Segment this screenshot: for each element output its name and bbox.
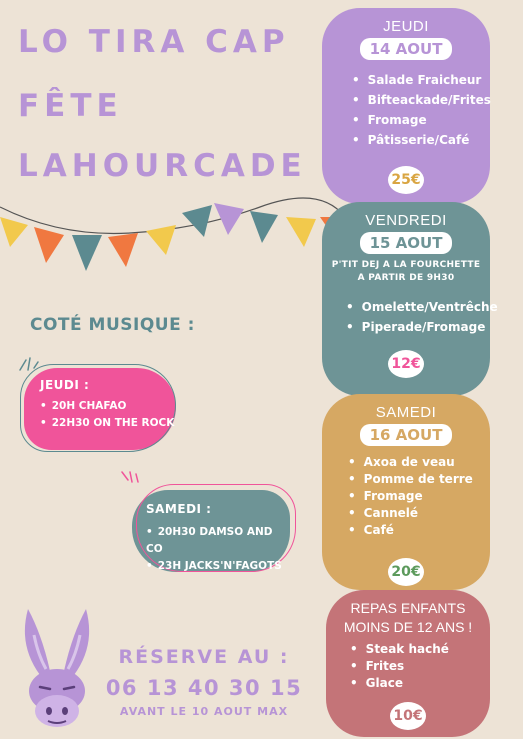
menu-note-line-2: A PARTIR DE 9H30 [357,273,455,283]
music-act: • 20H30 DAMSO AND CO [146,524,290,558]
menu-card-vendredi [322,202,498,396]
menu-item: • Fromage [348,488,490,505]
menu-item: • Pâtisserie/Café [352,130,490,150]
price-badge: 25€ [388,166,424,194]
flag [214,203,244,235]
menu-item: • Axoa de veau [348,454,490,471]
flag [72,235,102,271]
flag [182,205,212,237]
flag [286,217,316,247]
menu-item: • Frites [350,658,490,675]
title-line-2: FÊTE [18,88,123,124]
menu-item: • Cannelé [348,505,490,522]
menu-item: • Glace [350,675,490,692]
menu-note-line-1: P'TIT DEJ A LA FOURCHETTE [331,260,481,270]
flag [250,211,278,243]
music-lineup [146,524,290,575]
music-act: • 23H JACKS'N'FAGOTS [146,558,290,575]
menu-item: • Bifteackade/Frites [352,90,490,110]
menu-date: 16 AOUT [360,424,453,446]
music-section-title: COTÉ MUSIQUE : [30,315,195,335]
menu-day: SAMEDI [375,404,437,421]
sparkle-icon [118,470,140,488]
music-act: • 22H30 ON THE ROCK [40,415,174,432]
menu-card-samedi [322,394,490,590]
music-lineup [40,398,174,432]
flag [108,233,138,267]
menu-items [348,454,490,539]
title-line-1: LO TIRA CAP [18,24,290,60]
title-line-3: LAHOURCADE [18,148,307,184]
menu-items [346,297,498,337]
menu-item: • Café [348,522,490,539]
menu-date: 14 AOUT [360,38,453,60]
menu-items [350,641,490,692]
flag [34,227,64,263]
price-badge: 10€ [390,702,426,730]
menu-items [352,70,490,150]
donkey-icon [14,605,100,730]
menu-item: • Omelette/Ventrêche [346,297,490,317]
flag [146,225,176,255]
menu-item: • Piperade/Fromage [346,317,490,337]
menu-day: VENDREDI [365,212,447,229]
menu-item: • Fromage [352,110,490,130]
menu-date: 15 AOUT [360,232,453,254]
menu-day: JEUDI [383,18,429,35]
flag [0,217,28,247]
menu-item: • Salade Fraicheur [352,70,490,90]
reservation-label: RÉSERVE AU : [118,646,290,668]
menu-item: • Pomme de terre [348,471,490,488]
menu-card-enfants [326,590,490,737]
price-badge: 20€ [388,558,424,586]
music-act: • 20H CHAFAO [40,398,174,415]
kids-title-line-1: REPAS ENFANTS [350,600,466,616]
reservation-block [100,646,308,718]
menu-card-jeudi [322,8,490,204]
reservation-deadline: AVANT LE 10 AOUT MAX [119,705,289,718]
music-day: SAMEDI : [146,502,212,516]
menu-item: • Steak haché [350,641,490,658]
kids-title-line-2: MOINS DE 12 ANS ! [343,619,473,635]
music-jeudi-blob [24,368,176,450]
music-samedi-blob [132,490,290,572]
reservation-phone[interactable]: 06 13 40 30 15 [105,676,303,700]
price-badge: 12€ [388,350,424,378]
bunting-garland [0,195,350,275]
music-day: JEUDI : [40,378,90,392]
